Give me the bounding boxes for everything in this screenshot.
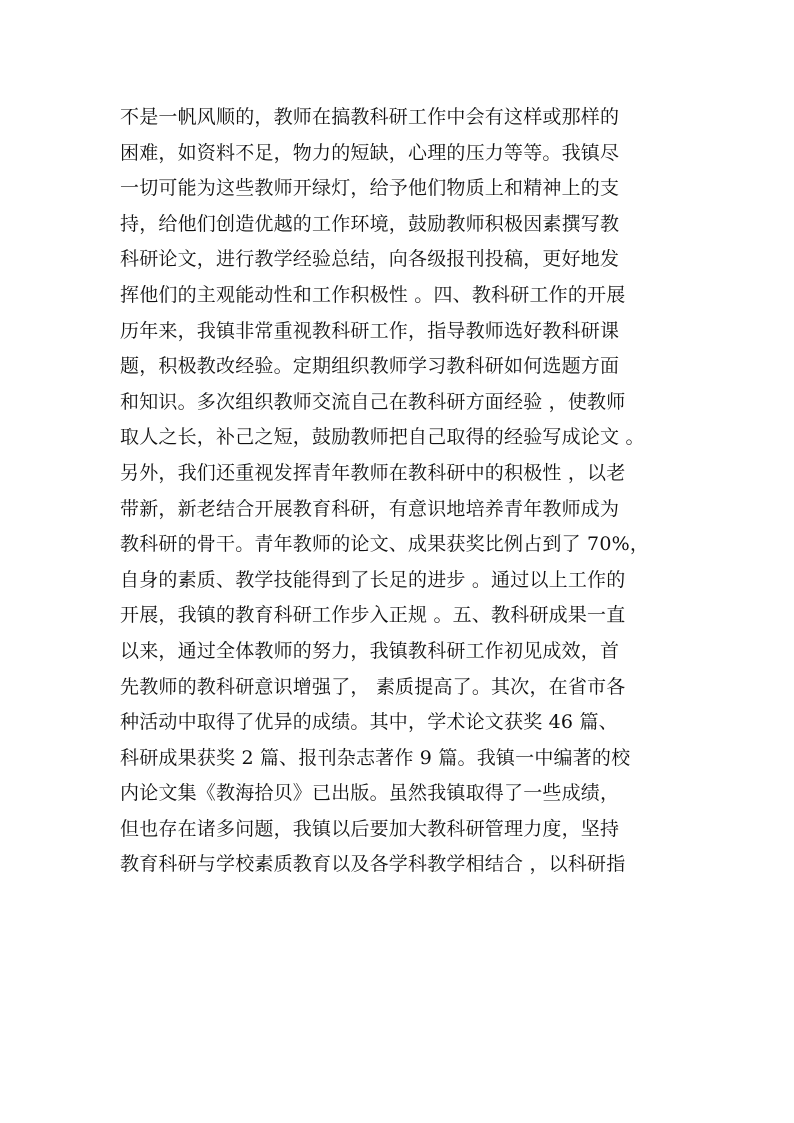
text-line: 科研成果获奖 2 篇、报刊杂志著作 9 篇。我镇一中编著的校	[120, 746, 631, 769]
text-line: 另外，我们还重视发挥青年教师在教科研中的积极性 ，以老	[120, 461, 626, 484]
text-line: 不是一帆风顺的，教师在搞教科研工作中会有这样或那样的	[120, 106, 620, 128]
text-line: 以来，通过全体教师的努力，我镇教科研工作初见成效，首	[120, 639, 620, 662]
text-line: 挥他们的主观能动性和工作积极性 。四、教科研工作的开展	[120, 283, 626, 306]
text-line: 开展，我镇的教育科研工作步入正规 。五、教科研成果一直	[120, 604, 626, 627]
text-line: 科研论文，进行教学经验总结，向各级报刊投稿，更好地发	[120, 248, 620, 271]
text-line: 题，积极教改经验。定期组织教师学习教科研如何选题方面	[120, 355, 620, 378]
text-line: 自身的素质、教学技能得到了长足的进步 。通过以上工作的	[120, 568, 626, 591]
text-line: 先教师的教科研意识增强了， 素质提高了。其次，在省市各	[120, 675, 626, 698]
text-line: 困难，如资料不足，物力的短缺，心理的压力等等。我镇尽	[120, 141, 620, 164]
text-line: 种活动中取得了优异的成绩。其中，学术论文获奖 46 篇、	[120, 711, 618, 734]
body-text	[120, 100, 680, 883]
text-line: 历年来，我镇非常重视教科研工作，指导教师选好教科研课	[120, 319, 620, 342]
text-line: 取人之长，补己之短，鼓励教师把自己取得的经验写成论文 。	[120, 426, 645, 449]
text-line: 教育科研与学校素质教育以及各学科教学相结合 ，以科研指	[120, 853, 626, 876]
text-line: 教科研的骨干。青年教师的论文、成果获奖比例占到了 70%，	[120, 533, 650, 556]
text-line: 但也存在诸多问题，我镇以后要加大教科研管理力度，坚持	[120, 817, 620, 840]
text-line: 持，给他们创造优越的工作环境，鼓励教师积极因素撰写教	[120, 212, 620, 235]
text-line: 带新，新老结合开展教育科研，有意识地培养青年教师成为	[120, 497, 620, 520]
text-line: 内论文集《教海拾贝》已出版。虽然我镇取得了一些成绩，	[120, 782, 620, 805]
text-line: 一切可能为这些教师开绿灯，给予他们物质上和精神上的支	[120, 177, 620, 200]
text-line: 和知识。多次组织教师交流自己在教科研方面经验 ，使教师	[120, 390, 626, 413]
